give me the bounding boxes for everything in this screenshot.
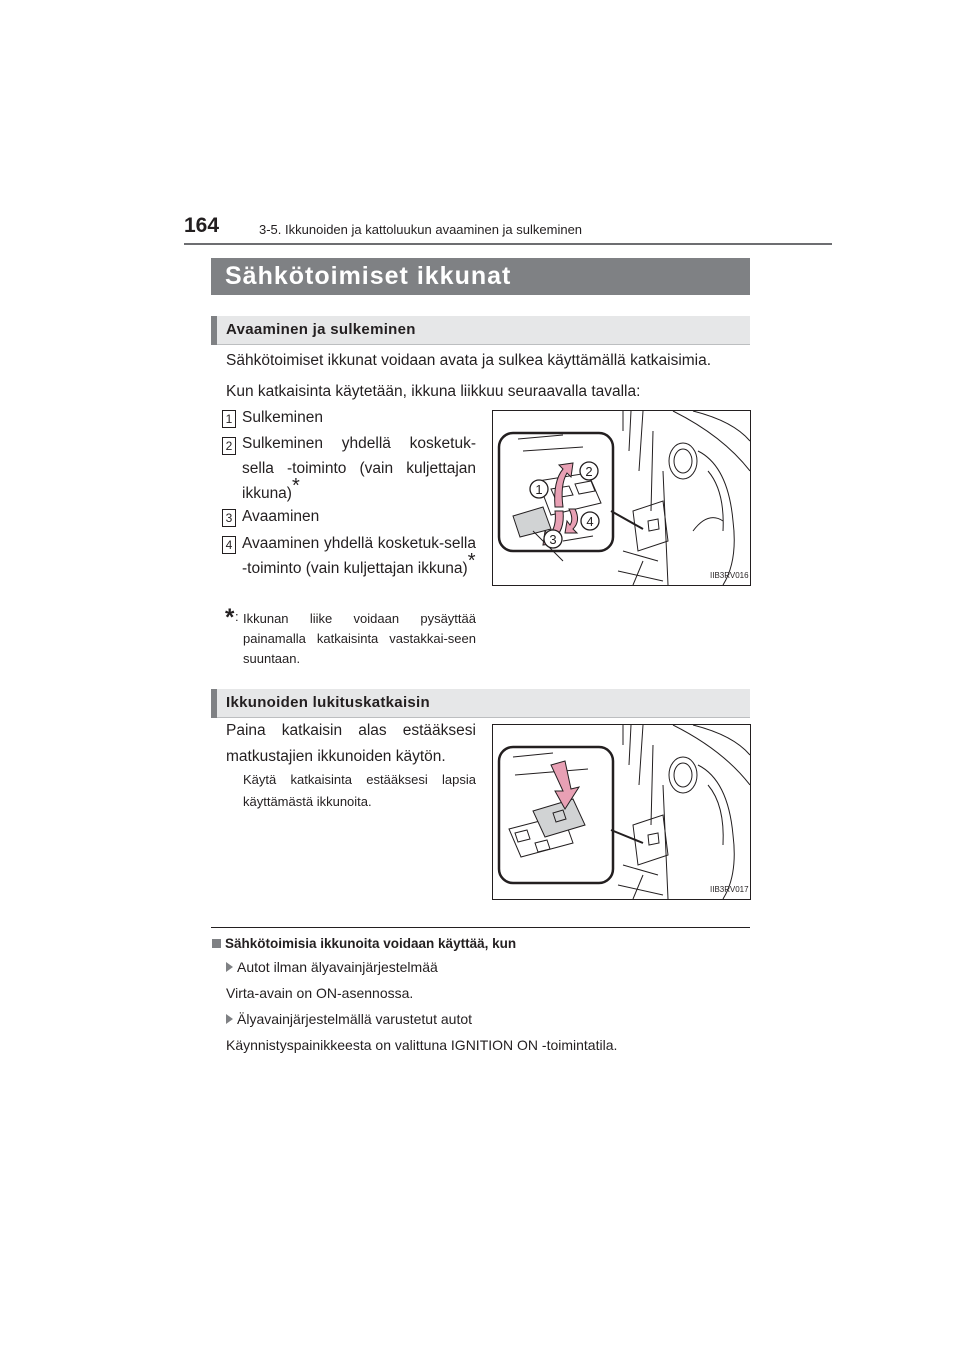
- subheading-label: Avaaminen ja sulkeminen: [226, 321, 416, 338]
- chapter-title: 3-5. Ikkunoiden ja kattoluukun avaaminen ja sulkeminen: [259, 222, 583, 237]
- subheading-label: Ikkunoiden lukituskatkaisin: [226, 694, 430, 711]
- item-opening: [242, 504, 476, 529]
- item-label: Sulkeminen yhdellä kosketuk-sella -toiminto (vain kuljettajan ikkuna): [242, 435, 476, 502]
- square-bullet-icon: [212, 939, 221, 948]
- figure-lock-switch: [492, 724, 751, 900]
- intro-text: Sähkötoimiset ikkunat voidaan avata ja sulkea käyttämällä katkaisimia.: [226, 352, 712, 369]
- conditions-heading: [212, 936, 516, 951]
- subheading-opening-closing: [211, 316, 750, 345]
- section-title-bar: [211, 258, 750, 295]
- footnote-star-marker: *: [225, 604, 235, 631]
- lock-instruction: Paina katkaisin alas estääksesi matkustajien ikkunoiden käytön.: [226, 722, 476, 765]
- callout-2: 2: [585, 464, 593, 479]
- footnote-star: *: [291, 475, 300, 497]
- footnote-text: Ikkunan liike voidaan pysäyttää painamalla katkaisinta vastakkai-seen suuntaan.: [243, 611, 476, 666]
- lock-switch-illustration: [493, 725, 750, 899]
- item-number-3: 3: [222, 509, 236, 527]
- window-switch-illustration: [493, 411, 750, 585]
- lock-note: Käytä katkaisinta estääksesi lapsia käyttämästä ikkunoita.: [243, 772, 476, 809]
- lead-text: Kun katkaisinta käytetään, ikkuna liikkuu seuraavalla tavalla:: [226, 383, 641, 400]
- conditions-heading-label: Sähkötoimisia ikkunoita voidaan käyttää, kun: [225, 936, 517, 951]
- figure-code-2: IIB3RV017: [710, 885, 749, 894]
- figure-code-1: IIB3RV016: [710, 571, 749, 580]
- callout-1: 1: [535, 482, 543, 497]
- item-label: Avaaminen yhdellä kosketuk-sella -toiminto (vain kuljettajan ikkuna): [242, 535, 476, 577]
- subheading-marker: [211, 689, 217, 718]
- case-smart-key-text: Käynnistyspainikkeesta on valittuna IGNITION ON -toimintatila.: [226, 1037, 618, 1053]
- figure-window-switch: [492, 410, 751, 586]
- case-no-smart-key-text: Virta-avain on ON-asennossa.: [226, 985, 414, 1001]
- section-divider: [211, 927, 750, 928]
- item-number-2: 2: [222, 437, 236, 455]
- triangle-bullet-icon: [226, 1014, 233, 1024]
- callout-4: 4: [586, 514, 594, 529]
- subheading-marker: [211, 316, 217, 345]
- case-smart-key: [226, 1011, 472, 1027]
- case-label: Autot ilman älyavainjärjestelmää: [237, 959, 438, 975]
- callout-3: 3: [549, 532, 557, 547]
- item-label: Avaaminen: [242, 508, 320, 525]
- item-closing: [242, 405, 476, 430]
- footnote-colon: :: [235, 609, 239, 624]
- page-title: Sähkötoimiset ikkunat: [225, 262, 512, 290]
- header-divider: [184, 243, 832, 245]
- item-one-touch-closing: [242, 431, 476, 506]
- subheading-window-lock: [211, 689, 750, 718]
- triangle-bullet-icon: [226, 962, 233, 972]
- item-one-touch-opening: [242, 531, 476, 581]
- page-number: 164: [184, 214, 220, 237]
- case-label: Älyavainjärjestelmällä varustetut autot: [237, 1011, 473, 1027]
- item-label: Sulkeminen: [242, 409, 323, 426]
- item-number-1: 1: [222, 410, 236, 428]
- item-number-4: 4: [222, 536, 236, 554]
- footnote-star: *: [467, 550, 476, 572]
- case-no-smart-key: [226, 959, 438, 975]
